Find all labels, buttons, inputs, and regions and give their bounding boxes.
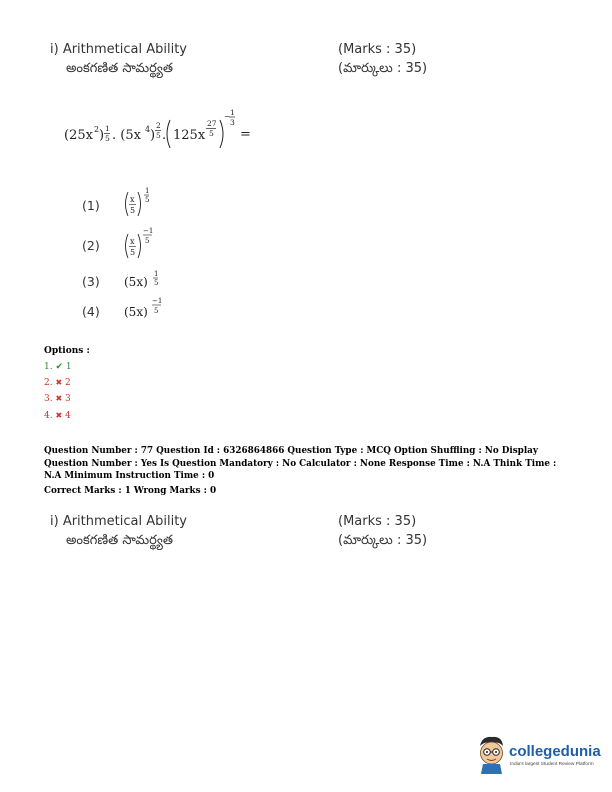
svg-text:4: 4 xyxy=(145,125,151,134)
svg-text:): ) xyxy=(99,128,105,143)
svg-text:2: 2 xyxy=(156,121,161,130)
svg-text:5: 5 xyxy=(156,131,161,140)
svg-text:125x: 125x xyxy=(173,128,206,143)
option-row-4 xyxy=(44,408,72,424)
question-info: Question Number : 77 Question Id : 6326864866 Question Type : MCQ Option Shuffling : No Display Question Number : Yes Is Question Mandatory : No Calculator : None Response Time : N.A Think Time : N.A Minimum Instruction Time : 0 xyxy=(44,446,557,481)
section-marks-telugu: (మార్కులు : 35) xyxy=(338,533,428,548)
option-row-label: 4. xyxy=(44,410,53,421)
section-title: i) Arithmetical Ability xyxy=(50,42,188,57)
svg-text:5: 5 xyxy=(154,279,159,287)
option-3-expression xyxy=(120,264,180,296)
svg-text:5: 5 xyxy=(145,237,150,245)
svg-text:5: 5 xyxy=(130,248,136,257)
question-expression xyxy=(58,106,258,154)
svg-text:. (5x: . (5x xyxy=(112,128,141,143)
svg-text:): ) xyxy=(150,128,156,143)
equals-sign: = xyxy=(240,127,251,142)
svg-text:3: 3 xyxy=(230,118,235,127)
option-row-2 xyxy=(44,375,72,391)
logo-tagline: India's largest Student Review Platform xyxy=(510,762,594,767)
section-marks-telugu: (మార్కులు : 35) xyxy=(338,61,428,76)
svg-text:5: 5 xyxy=(209,129,214,138)
svg-text:(5x): (5x) xyxy=(124,305,148,319)
section-marks: (Marks : 35) xyxy=(338,42,417,57)
svg-text:5: 5 xyxy=(130,206,136,215)
logo-wordmark: collegedunia xyxy=(509,743,601,760)
section-title-telugu: అంకగణిత సామర్థ్యత xyxy=(66,533,174,548)
svg-text:5: 5 xyxy=(154,307,159,315)
svg-text:−1: −1 xyxy=(143,227,154,235)
question-marks-info: Correct Marks : 1 Wrong Marks : 0 xyxy=(44,486,217,496)
option-2-number: (2) xyxy=(82,238,100,253)
svg-text:(5x): (5x) xyxy=(124,275,148,289)
option-row-value: 2 xyxy=(65,378,71,389)
section-marks: (Marks : 35) xyxy=(338,514,417,529)
svg-text:1: 1 xyxy=(230,108,235,117)
option-row-value: 1 xyxy=(65,362,72,372)
svg-text:−1: −1 xyxy=(152,297,163,305)
cross-icon: ✖ xyxy=(55,378,63,388)
option-4-expression xyxy=(120,294,180,326)
option-row-label: 2. xyxy=(44,378,53,389)
option-1-expression xyxy=(120,184,170,222)
svg-text:5: 5 xyxy=(105,134,110,143)
option-row-label: 1. xyxy=(44,362,53,372)
svg-text:x: x xyxy=(130,237,135,246)
option-row-3 xyxy=(44,391,72,407)
svg-text:2: 2 xyxy=(94,125,100,134)
option-1-number: (1) xyxy=(82,198,100,213)
svg-text:1: 1 xyxy=(154,270,159,278)
svg-text:−: − xyxy=(224,112,231,121)
option-row-value: 3 xyxy=(65,394,71,405)
svg-text:5: 5 xyxy=(145,196,150,204)
section-title: i) Arithmetical Ability xyxy=(50,514,188,529)
option-row-value: 4 xyxy=(65,410,71,421)
student-face-icon xyxy=(474,734,508,776)
option-2-expression xyxy=(120,224,170,262)
options-list xyxy=(44,359,72,424)
svg-text:x: x xyxy=(130,195,135,204)
option-4-number: (4) xyxy=(82,304,100,319)
option-row-label: 3. xyxy=(44,394,53,405)
svg-text:.: . xyxy=(162,128,167,143)
svg-text:27: 27 xyxy=(207,119,217,128)
options-heading: Options : xyxy=(44,346,90,356)
svg-text:(25x: (25x xyxy=(64,128,93,143)
option-3-number: (3) xyxy=(82,274,100,289)
cross-icon: ✖ xyxy=(55,410,63,420)
collegedunia-logo xyxy=(474,734,604,780)
cross-icon: ✖ xyxy=(55,394,63,404)
option-row-1 xyxy=(44,359,72,375)
check-icon: ✔ xyxy=(55,362,64,372)
section-title-telugu: అంకగణిత సామర్థ్యత xyxy=(66,61,174,76)
svg-text:1: 1 xyxy=(145,187,150,195)
svg-text:1: 1 xyxy=(105,124,110,133)
